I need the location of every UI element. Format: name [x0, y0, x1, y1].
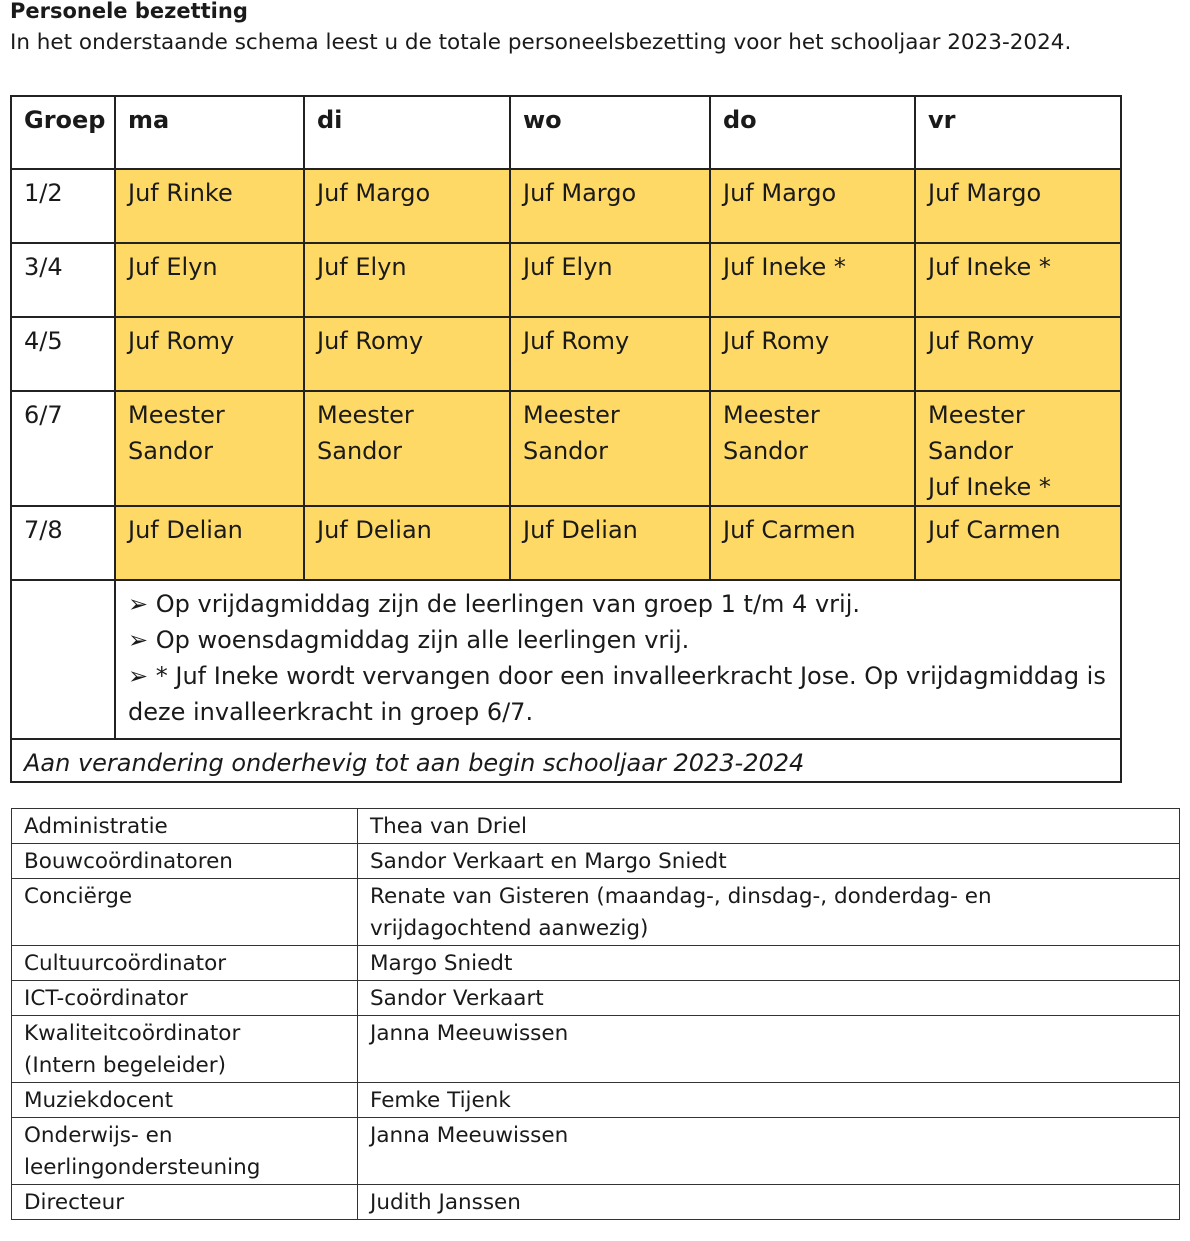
teacher-cell: Juf Margo	[915, 169, 1121, 243]
teacher-cell: Juf Rinke	[115, 169, 304, 243]
teacher-cell: Juf Carmen	[710, 506, 915, 580]
header-wo: wo	[510, 96, 710, 169]
header-groep: Groep	[11, 96, 115, 169]
schedule-header-row	[11, 96, 1121, 169]
role-row	[12, 844, 1180, 879]
schedule-row	[11, 169, 1121, 243]
footer-row	[11, 739, 1121, 782]
role-row	[12, 981, 1180, 1016]
role-person: Judith Janssen	[358, 1185, 1180, 1220]
role-name: Muziekdocent	[12, 1083, 358, 1118]
role-row	[12, 1118, 1180, 1185]
role-name: Cultuurcoördinator	[12, 946, 358, 981]
role-row	[12, 1083, 1180, 1118]
teacher-cell: Juf Carmen	[915, 506, 1121, 580]
schedule-table	[10, 95, 1122, 783]
teacher-cell: Juf Elyn	[304, 243, 510, 317]
role-person: Sandor Verkaart	[358, 981, 1180, 1016]
header-vr: vr	[915, 96, 1121, 169]
role-row	[12, 879, 1180, 946]
note-item: ➢ * Juf Ineke wordt vervangen door een invalleerkracht Jose. Op vrijdagmiddag is deze invalleerkracht in groep 6/7.	[128, 662, 1106, 726]
group-label: 6/7	[11, 391, 115, 506]
role-row	[12, 1185, 1180, 1220]
teacher-cell: Meester Sandor	[115, 391, 304, 506]
role-person: Femke Tijenk	[358, 1083, 1180, 1118]
schedule-row	[11, 243, 1121, 317]
teacher-cell: Juf Elyn	[115, 243, 304, 317]
teacher-cell: Meester Sandor	[304, 391, 510, 506]
group-label: 1/2	[11, 169, 115, 243]
teacher-cell: Juf Margo	[510, 169, 710, 243]
schedule-row	[11, 506, 1121, 580]
teacher-cell: Juf Romy	[510, 317, 710, 391]
header-ma: ma	[115, 96, 304, 169]
note-item: ➢ Op vrijdagmiddag zijn de leerlingen van groep 1 t/m 4 vrij.	[128, 590, 860, 618]
role-person: Janna Meeuwissen	[358, 1016, 1180, 1083]
role-name: Conciërge	[12, 879, 358, 946]
teacher-cell: Juf Margo	[304, 169, 510, 243]
teacher-cell: Juf Romy	[710, 317, 915, 391]
teacher-cell: Juf Elyn	[510, 243, 710, 317]
teacher-cell: Juf Romy	[915, 317, 1121, 391]
note-item: ➢ Op woensdagmiddag zijn alle leerlingen vrij.	[128, 626, 690, 654]
teacher-cell: Juf Ineke *	[710, 243, 915, 317]
notes-empty-cell	[11, 580, 115, 739]
schedule-row	[11, 391, 1121, 506]
header-di: di	[304, 96, 510, 169]
role-row	[12, 809, 1180, 844]
teacher-cell: Meester Sandor Juf Ineke *	[915, 391, 1121, 506]
teacher-cell: Juf Delian	[510, 506, 710, 580]
notes-row	[11, 580, 1121, 739]
group-label: 7/8	[11, 506, 115, 580]
teacher-cell: Juf Margo	[710, 169, 915, 243]
page-title: Personele bezetting	[10, 0, 248, 23]
role-name: ICT-coördinator	[12, 981, 358, 1016]
role-name: Directeur	[12, 1185, 358, 1220]
role-person: Margo Sniedt	[358, 946, 1180, 981]
group-label: 3/4	[11, 243, 115, 317]
teacher-cell: Juf Ineke *	[915, 243, 1121, 317]
schedule-row	[11, 317, 1121, 391]
role-person: Janna Meeuwissen	[358, 1118, 1180, 1185]
teacher-cell: Meester Sandor	[710, 391, 915, 506]
group-label: 4/5	[11, 317, 115, 391]
role-person: Sandor Verkaart en Margo Sniedt	[358, 844, 1180, 879]
teacher-cell: Juf Delian	[304, 506, 510, 580]
role-name: Bouwcoördinatoren	[12, 844, 358, 879]
teacher-cell: Juf Romy	[304, 317, 510, 391]
header-do: do	[710, 96, 915, 169]
role-name: Kwaliteitcoördinator (Intern begeleider)	[12, 1016, 358, 1083]
schedule-footer: Aan verandering onderhevig tot aan begin schooljaar 2023-2024	[11, 739, 1121, 782]
notes-cell	[115, 580, 1121, 739]
role-person: Thea van Driel	[358, 809, 1180, 844]
teacher-cell: Juf Romy	[115, 317, 304, 391]
role-name: Onderwijs- en leerlingondersteuning	[12, 1118, 358, 1185]
teacher-cell: Meester Sandor	[510, 391, 710, 506]
intro-text: In het onderstaande schema leest u de totale personeelsbezetting voor het schooljaar 2023-2024.	[10, 30, 1072, 55]
role-name: Administratie	[12, 809, 358, 844]
role-row	[12, 1016, 1180, 1083]
teacher-cell: Juf Delian	[115, 506, 304, 580]
role-person: Renate van Gisteren (maandag-, dinsdag-, donderdag- en vrijdagochtend aanwezig)	[358, 879, 1180, 946]
roles-table	[11, 808, 1180, 1220]
role-row	[12, 946, 1180, 981]
